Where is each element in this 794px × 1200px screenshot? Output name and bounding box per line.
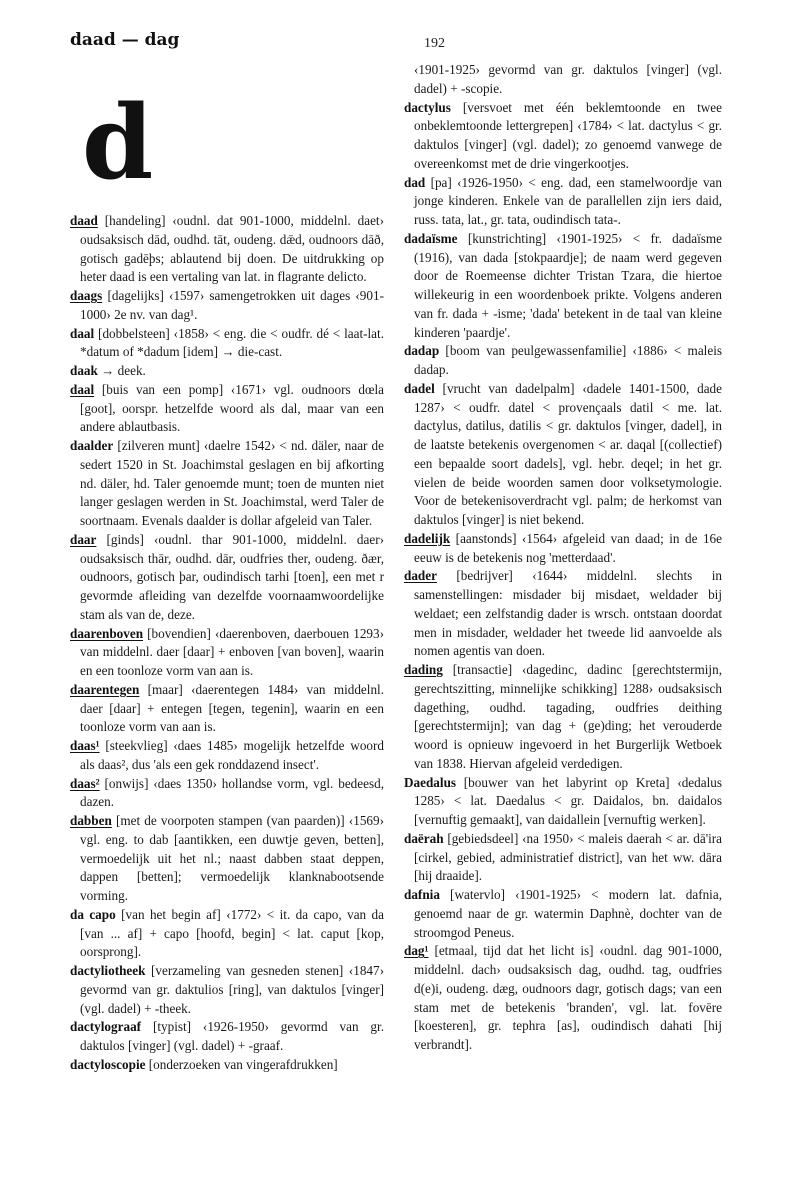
entry-body: [kunstrichting] ‹1901-1925› < fr. dadaïsme (1916), van dada [stokpaardje]; de naam werd gegeven door de Roemeense dichter Tristan Tzara, die hiertoe willekeurig in een woordenboek prikte. Volgens anderen van fr. dada + -isme; 'dada' betekent in de taal van kleine kinderen 'paardje'. bbox=[414, 230, 722, 340]
entry-body: [onwijs] ‹daes 1350› hollandse vorm, vgl. bedeesd, dazen. bbox=[80, 775, 384, 810]
entry-body: [maar] ‹daerentegen 1484› van middelnl. daer [daar] + entegen [tegen, tegenin], waarin en een toonloze vorm van aan is. bbox=[80, 681, 384, 735]
running-head: daad — dag bbox=[70, 30, 180, 50]
entry-body: ‹1901-1925› gevormd van gr. daktulos [vinger] (vgl. dadel) + -scopie. bbox=[414, 62, 722, 96]
entry-body: [watervlo] ‹1901-1925› < modern lat. dafnia, genoemd naar de gr. watermin Daphnè, dochter van de stroomgod Peneus. bbox=[414, 887, 722, 940]
entry-body: [buis van een pomp] ‹1671› vgl. oudnoors dœla [goot], oorspr. hetzelfde woord als dal, maar van een andere ablautbasis. bbox=[80, 381, 384, 435]
entry-body: [dagelijks] ‹1597› samengetrokken uit dages ‹901-1000› 2e nv. van dag¹. bbox=[80, 288, 384, 322]
dictionary-entry bbox=[404, 942, 722, 1055]
entry-body: [bedrijver] ‹1644› middelnl. slechts in samenstellingen: misdader bij misdaet, weldader bij weldaet; een zelfstandig dader is wrsch. ontstaan doordat men in misdader, weldader het tweede lid aanvoelde als nomen agentis van doen. bbox=[414, 568, 722, 659]
page-number: 192 bbox=[424, 36, 445, 51]
entry-body: [bouwer van het labyrint op Kreta] ‹dedalus 1285› < lat. Daedalus < gr. Daidalos, bn. daidalos [vernuftig gemaakt], van daidallein [vernuftig werken]. bbox=[414, 774, 722, 827]
dictionary-entry bbox=[404, 567, 722, 661]
dictionary-entry bbox=[404, 230, 722, 343]
dictionary-entry bbox=[404, 174, 722, 230]
dictionary-entry bbox=[404, 99, 722, 174]
entry-headword: dactyliotheek bbox=[70, 963, 146, 978]
right-column bbox=[404, 61, 722, 1055]
entry-headword: dag¹ bbox=[404, 943, 429, 959]
entry-body: [zilveren munt] ‹daelre 1542› < nd. däler, naar de sedert 1520 in St. Joachimstal geslagen en bij afkorting nd. däler, hd. Taler genoemde munt; toen de munten niet langer geslagen werden in St. Joachimstal, werd Taler de soortnaam. Evenals daalder is dollar afgeleid van Taler. bbox=[80, 438, 384, 528]
entry-body: → deek. bbox=[97, 363, 146, 378]
section-letter: d bbox=[82, 83, 152, 203]
dictionary-entry bbox=[404, 342, 722, 380]
dictionary-entry bbox=[70, 437, 384, 531]
entry-headword: daërah bbox=[404, 830, 444, 846]
entry-body: [ginds] ‹oudnl. thar 901-1000, middelnl. daer› oudsaksisch thār, oudhd. dār, oudfries ther, oudeng. ðær, oudnoors, gotisch þar, oudindisch tarhi [toen], een met r gevormde afleiding van dezelfde voornaamwoordelijke stam als van de, deze. bbox=[80, 531, 384, 622]
dictionary-entry bbox=[70, 362, 384, 381]
entry-body: [verzameling van gesneden stenen] ‹1847› gevormd van gr. daktulios [ring], van daktulos [vinger] (vgl. dadel) + -theek. bbox=[80, 963, 384, 1016]
entry-body: [pa] ‹1926-1950› < eng. dad, een stamelwoordje van jonge kinderen. Enkele van de parallellen zijn iers daid, russ. tata, lat., gr. tata, oudindisch tata-. bbox=[414, 174, 722, 227]
entry-headword: dadel bbox=[404, 380, 435, 396]
entry-body: [steekvlieg] ‹daes 1485› mogelijk hetzelfde woord als daas², dus 'als een gek ronddazend insect'. bbox=[80, 738, 384, 772]
entry-headword: dadaïsme bbox=[404, 230, 458, 246]
entry-body: [met de voorpoten stampen (van paarden)] ‹1569› vgl. eng. to dab [aantikken, een duwtje geven, betten], vermoedelijk uit het nl.; naast dabben staat deppen, dappen [betten]; vermoedelijk klanknabootsende vorming. bbox=[80, 813, 384, 903]
dictionary-entry bbox=[70, 812, 384, 906]
entry-headword: da capo bbox=[70, 906, 116, 922]
entry-headword: daalder bbox=[70, 438, 114, 453]
entry-body: [vrucht van dadelpalm] ‹dadele 1401-1500, dade 1287› < oudfr. datel < provençaals datil < me. lat. dactylus, datilus, datilis < gr. daktulos [vinger, dadel], in de laatste betekenis overgenomen < ar. daqal [(collectief) een bepaalde soort dadels], vgl. hebr. deqel; in het gr. vielen de beide woorden samen door volksetymologie. Voor de betekenisoverdracht vgl. palm; de herkomst van daktulos [vinger] is niet bekend. bbox=[414, 380, 722, 527]
entry-headword: dadap bbox=[404, 343, 440, 359]
entry-body: [dobbelsteen] ‹1858› < eng. die < oudfr. dé < laat-lat. *datum of *dadum [idem] → die-cast. bbox=[80, 325, 384, 360]
dictionary-entry bbox=[70, 906, 384, 962]
entry-body: [boom van peulgewassenfamilie] ‹1886› < maleis dadap. bbox=[414, 343, 722, 377]
dictionary-entry bbox=[70, 1018, 384, 1056]
entry-headword: daarenboven bbox=[70, 625, 144, 641]
dictionary-entry bbox=[70, 962, 384, 1018]
dictionary-entry bbox=[70, 775, 384, 813]
entry-headword: dading bbox=[404, 662, 443, 677]
dictionary-entry bbox=[404, 380, 722, 530]
entry-body: [onderzoeken van vingerafdrukken] bbox=[145, 1056, 338, 1072]
dictionary-entry bbox=[70, 625, 384, 681]
entry-body: [van het begin af] ‹1772› < it. da capo, van da [van ... af] + capo [hoofd, begin] < lat. caput [kop, oorsprong]. bbox=[80, 906, 384, 960]
entry-headword: dad bbox=[404, 174, 426, 190]
dictionary-entry bbox=[404, 530, 722, 568]
entry-headword: daal bbox=[70, 325, 95, 341]
entry-headword: daar bbox=[70, 531, 97, 547]
entry-headword: daarentegen bbox=[70, 681, 140, 697]
entry-headword: dactyloscopie bbox=[70, 1056, 146, 1072]
entry-body: [bovendien] ‹daerenboven, daerbouen 1293› van middelnl. daer [daar] + enboven [van boven], waarin en een toonloze vorm van aan is. bbox=[80, 625, 384, 678]
entry-headword: dafnia bbox=[404, 887, 440, 902]
dictionary-entry bbox=[70, 737, 384, 775]
entry-body: [versvoet met één beklemtoonde en twee onbeklemtoonde lettergrepen] ‹1784› < lat. dactylus < gr. daktulos [vinger] (vgl. dadel); zo genoemd vanwege de overeenkomst met de drie vingerkootjes. bbox=[414, 99, 722, 171]
entry-body: [gebiedsdeel] ‹na 1950› < maleis daerah < ar. dā'ira [cirkel, gebied, administratief district], van het ww. dāra [hij draaide]. bbox=[414, 830, 722, 884]
entry-headword: daas² bbox=[70, 775, 100, 791]
entry-body: [aanstonds] ‹1564› afgeleid van daad; in de 16e eeuw is de betekenis nog 'metterdaad'. bbox=[414, 530, 722, 565]
dictionary-entry bbox=[70, 1056, 384, 1075]
dictionary-entry bbox=[70, 531, 384, 625]
entry-headword: Daedalus bbox=[404, 774, 457, 790]
dictionary-entry bbox=[70, 381, 384, 437]
dictionary-entry bbox=[404, 661, 722, 774]
dictionary-entry bbox=[404, 886, 722, 942]
entry-headword: daags bbox=[70, 288, 103, 303]
entry-headword: daad bbox=[70, 213, 98, 228]
dictionary-entry bbox=[404, 774, 722, 830]
entry-body: [etmaal, tijd dat het licht is] ‹oudnl. dag 901-1000, middelnl. dach› oudsaksisch dag, oudhd. tag, oudfries d(e)i, oudeng. dæg, oudnoors dagr, gotisch dags; van een stam met de betekenis 'branden', vgl. lat. fovēre [koesteren], gr. tephra [as], oudindisch dahati [hij verbrandt]. bbox=[414, 943, 722, 1052]
entry-headword: daas¹ bbox=[70, 738, 100, 753]
dictionary-entry bbox=[70, 287, 384, 325]
dictionary-entry bbox=[404, 830, 722, 886]
entry-body: [handeling] ‹oudnl. dat 901-1000, middelnl. daet› oudsaksisch dād, oudhd. tāt, oudeng. dǣd, oudnoors dāð, gotisch gadēþs; ablautend bij doen. De uitdrukking op heter daad is een vertaling van lat. in flagrante delicto. bbox=[80, 213, 384, 285]
entry-headword: daak bbox=[70, 363, 98, 378]
entry-headword: dabben bbox=[70, 813, 112, 828]
entry-headword: dader bbox=[404, 568, 437, 584]
entry-headword: dactylograaf bbox=[70, 1019, 142, 1035]
dictionary-entry bbox=[404, 61, 722, 99]
dictionary-entry bbox=[70, 681, 384, 737]
entry-headword: dactylus bbox=[404, 99, 451, 115]
entry-body: [typist] ‹1926-1950› gevormd van gr. daktulos [vinger] (vgl. dadel) + -graaf. bbox=[80, 1019, 384, 1053]
entry-headword: daal bbox=[70, 381, 95, 397]
dictionary-entry bbox=[70, 212, 384, 287]
entry-body: [transactie] ‹dagedinc, dadinc [gerechtstermijn, gerechtszitting, minnelijke schikking] 1288› oudsaksisch dagething, oudhd. tagading, oudfries deithing [gerechtstermijn]; van dag + (ge)ding; het verouderde woord is opnieuw ingevoerd in het Burgerlijk Wetboek van 1838. Hiervan afgeleid verdedigen. bbox=[414, 662, 722, 771]
left-column bbox=[70, 212, 384, 1075]
entry-headword: dadelijk bbox=[404, 530, 451, 546]
dictionary-entry bbox=[70, 325, 384, 363]
